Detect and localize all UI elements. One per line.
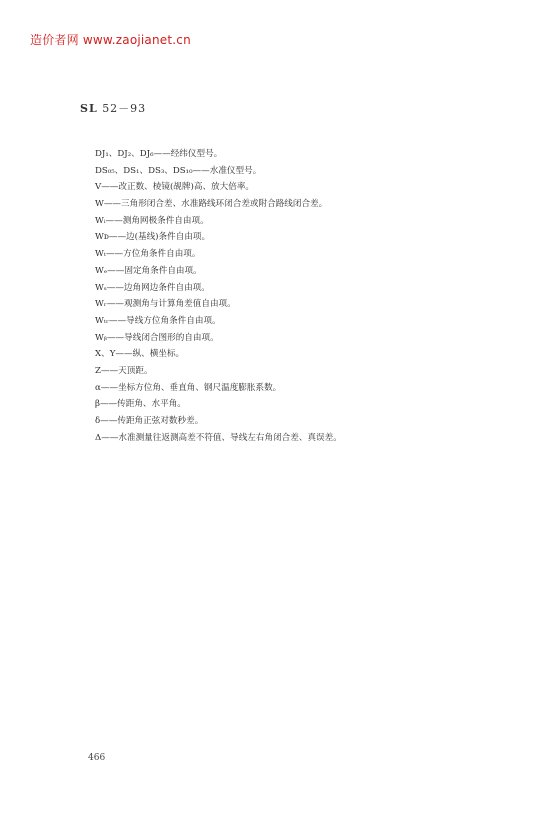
symbol-item: Wₛ——边角网边条件自由项。 [95,282,210,293]
symbol-item: Z——天顶距。 [95,365,153,376]
symbol-item: W——三角形闭合差、水准路线环闭合差或附合路线闭合差。 [95,199,328,210]
symbol-item: Δ——水准测量往返测高差不符值、导线左右角闭合差、真误差。 [95,432,342,443]
symbol-item: α——坐标方位角、垂直角、钢尺温度膨胀系数。 [95,382,282,393]
standard-code-prefix: SL [80,102,98,115]
standard-code-number: 52－93 [102,102,147,115]
symbol-item: Wₜᵣ——导线方位角条件自由项。 [95,315,221,326]
symbol-item: β——传距角、水平角。 [95,399,186,410]
symbol-item: Wₑ——固定角条件自由项。 [95,265,202,276]
symbol-item: DS₀₅、DS₁、DS₃、DS₁₀——水准仪型号。 [95,165,262,176]
symbol-item: X、Y——纵、横坐标。 [95,349,185,360]
symbol-item: Wᴅ——边(基线)条件自由项。 [95,232,211,243]
symbol-item: Wᵣ——观测角与计算角差值自由项。 [95,299,236,310]
symbol-item: Wₜ——方位角条件自由项。 [95,249,201,260]
symbol-item: Wᵦ——导线闭合图形的自由项。 [95,332,219,343]
symbol-list [95,146,535,446]
site-watermark: 造价者网 www.zaojianet.cn [30,33,191,47]
standard-code [80,100,146,116]
page-number: 466 [88,753,106,763]
symbol-item: DJ₁、DJ₂、DJ₆——经纬仪型号。 [95,149,223,159]
symbol-item: Wᵢ——测角网极条件自由项。 [95,215,209,226]
symbol-item: V——改正数、棱镜(觇牌)高、放大倍率。 [95,182,255,193]
symbol-item: δ——传距角正弦对数秒差。 [95,416,204,426]
